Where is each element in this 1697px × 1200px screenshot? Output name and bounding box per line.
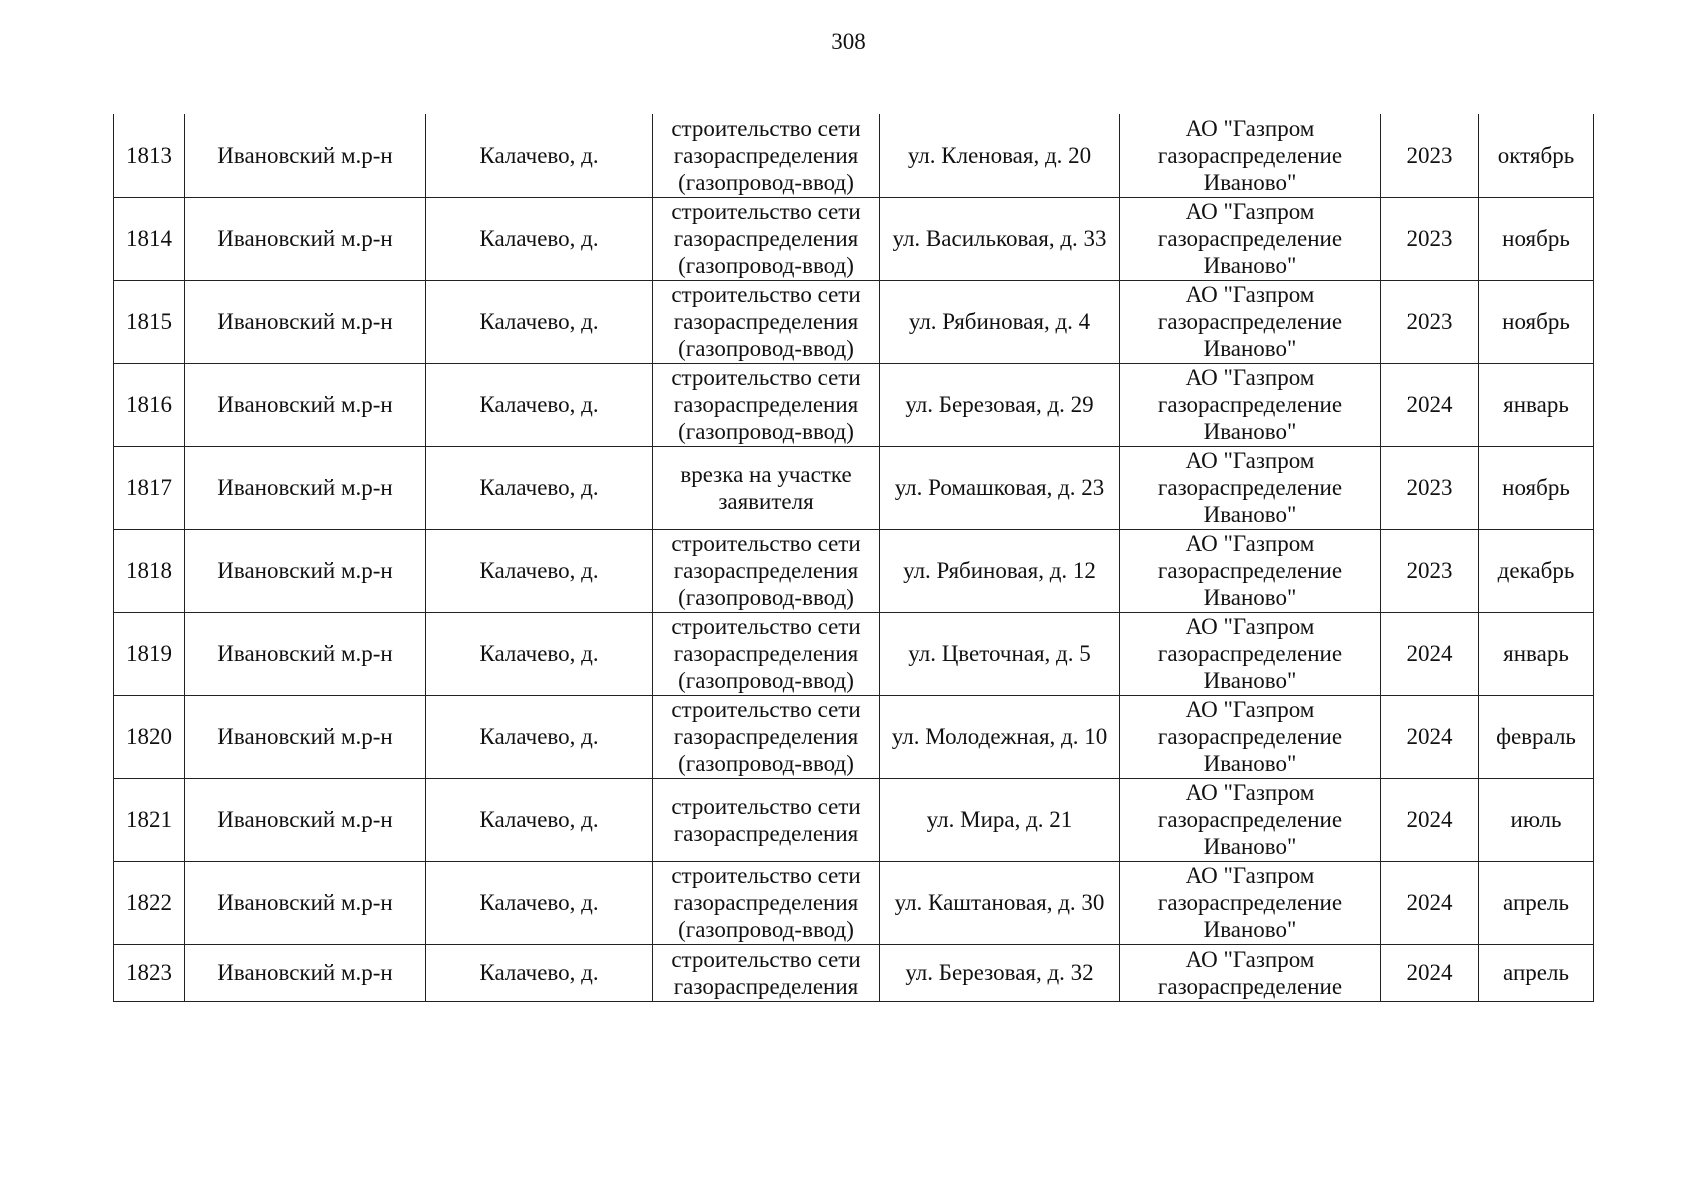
organization-cell-line: газораспределение xyxy=(1157,558,1343,583)
organization-cell xyxy=(1120,197,1381,280)
month-cell: июль xyxy=(1479,778,1594,861)
organization-cell-line: АО "Газпром xyxy=(1185,780,1315,805)
row-number-cell: 1813 xyxy=(114,114,185,197)
district-cell: Ивановский м.р-н xyxy=(185,695,426,778)
year-cell: 2023 xyxy=(1381,280,1479,363)
organization-cell-line: АО "Газпром xyxy=(1185,614,1315,639)
work-type-cell-line: газораспределения xyxy=(673,392,859,417)
organization-cell xyxy=(1120,861,1381,944)
district-cell: Ивановский м.р-н xyxy=(185,114,426,197)
address-cell: ул. Каштановая, д. 30 xyxy=(880,861,1120,944)
table-row xyxy=(114,778,1594,861)
organization-cell xyxy=(1120,778,1381,861)
locality-cell: Калачево, д. xyxy=(426,280,653,363)
row-number-cell: 1822 xyxy=(114,861,185,944)
row-number-cell: 1814 xyxy=(114,197,185,280)
work-type-cell-line: строительство сети xyxy=(671,365,861,390)
work-type-cell xyxy=(653,446,880,529)
gasification-schedule-table xyxy=(113,114,1594,1002)
year-cell: 2024 xyxy=(1381,695,1479,778)
organization-cell-line: газораспределение xyxy=(1157,392,1343,417)
organization-cell-line: газораспределение xyxy=(1157,226,1343,251)
address-cell: ул. Рябиновая, д. 12 xyxy=(880,529,1120,612)
table-row xyxy=(114,944,1594,1001)
district-cell: Ивановский м.р-н xyxy=(185,861,426,944)
organization-cell xyxy=(1120,529,1381,612)
district-cell: Ивановский м.р-н xyxy=(185,280,426,363)
organization-cell-line: АО "Газпром xyxy=(1185,448,1315,473)
district-cell: Ивановский м.р-н xyxy=(185,197,426,280)
month-cell: ноябрь xyxy=(1479,446,1594,529)
table-row xyxy=(114,280,1594,363)
work-type-cell-line: газораспределения xyxy=(673,641,859,666)
organization-cell-line: газораспределение xyxy=(1157,142,1343,168)
year-cell: 2023 xyxy=(1381,114,1479,197)
district-cell: Ивановский м.р-н xyxy=(185,778,426,861)
organization-cell-line: АО "Газпром xyxy=(1185,365,1315,390)
locality-cell: Калачево, д. xyxy=(426,944,653,1001)
table-body xyxy=(114,114,1594,1001)
row-number-cell: 1818 xyxy=(114,529,185,612)
work-type-cell-line: строительство сети xyxy=(671,531,861,556)
work-type-cell xyxy=(653,363,880,446)
organization-cell-line: Иваново" xyxy=(1203,917,1297,942)
work-type-cell-line: газораспределения xyxy=(673,820,859,846)
organization-cell-line: Иваново" xyxy=(1203,169,1297,195)
organization-cell xyxy=(1120,114,1381,197)
work-type-cell xyxy=(653,944,880,1001)
district-cell: Ивановский м.р-н xyxy=(185,529,426,612)
year-cell: 2024 xyxy=(1381,778,1479,861)
work-type-cell-line: врезка на участке xyxy=(680,461,852,487)
row-number-cell: 1819 xyxy=(114,612,185,695)
year-cell: 2023 xyxy=(1381,197,1479,280)
organization-cell-line: АО "Газпром xyxy=(1185,282,1315,307)
month-cell: февраль xyxy=(1479,695,1594,778)
year-cell: 2024 xyxy=(1381,944,1479,1001)
locality-cell: Калачево, д. xyxy=(426,529,653,612)
locality-cell: Калачево, д. xyxy=(426,861,653,944)
organization-cell-line: газораспределение xyxy=(1157,890,1343,915)
locality-cell: Калачево, д. xyxy=(426,612,653,695)
work-type-cell-line: (газопровод-ввод) xyxy=(678,419,854,444)
work-type-cell-line: (газопровод-ввод) xyxy=(678,751,854,776)
organization-cell xyxy=(1120,363,1381,446)
work-type-cell xyxy=(653,695,880,778)
organization-cell-line: Иваново" xyxy=(1203,502,1297,527)
work-type-cell-line: (газопровод-ввод) xyxy=(678,917,854,942)
work-type-cell-line: (газопровод-ввод) xyxy=(678,169,854,195)
row-number-cell: 1821 xyxy=(114,778,185,861)
organization-cell-line: газораспределение xyxy=(1157,475,1343,500)
organization-cell-line: газораспределение xyxy=(1157,309,1343,334)
organization-cell-line: Иваново" xyxy=(1203,253,1297,278)
organization-cell-line: Иваново" xyxy=(1203,585,1297,610)
row-number-cell: 1823 xyxy=(114,944,185,1001)
work-type-cell-line: газораспределения xyxy=(673,558,859,583)
district-cell: Ивановский м.р-н xyxy=(185,612,426,695)
work-type-cell xyxy=(653,529,880,612)
organization-cell-line: Иваново" xyxy=(1203,751,1297,776)
year-cell: 2024 xyxy=(1381,363,1479,446)
organization-cell-line: АО "Газпром xyxy=(1185,946,1315,972)
locality-cell: Калачево, д. xyxy=(426,114,653,197)
work-type-cell xyxy=(653,280,880,363)
address-cell: ул. Березовая, д. 29 xyxy=(880,363,1120,446)
row-number-cell: 1816 xyxy=(114,363,185,446)
organization-cell-line: Иваново" xyxy=(1203,668,1297,693)
row-number-cell: 1817 xyxy=(114,446,185,529)
table-row xyxy=(114,612,1594,695)
month-cell: январь xyxy=(1479,363,1594,446)
row-number-cell: 1815 xyxy=(114,280,185,363)
address-cell: ул. Мира, д. 21 xyxy=(880,778,1120,861)
year-cell: 2024 xyxy=(1381,612,1479,695)
organization-cell-line: газораспределение xyxy=(1157,807,1343,832)
work-type-cell-line: строительство сети xyxy=(671,199,861,224)
locality-cell: Калачево, д. xyxy=(426,695,653,778)
organization-cell-line: Иваново" xyxy=(1203,336,1297,361)
table-row xyxy=(114,446,1594,529)
work-type-cell-line: строительство сети xyxy=(671,863,861,888)
organization-cell xyxy=(1120,695,1381,778)
address-cell: ул. Цветочная, д. 5 xyxy=(880,612,1120,695)
work-type-cell-line: строительство сети xyxy=(671,793,861,819)
address-cell: ул. Рябиновая, д. 4 xyxy=(880,280,1120,363)
table-row xyxy=(114,861,1594,944)
month-cell: ноябрь xyxy=(1479,197,1594,280)
work-type-cell xyxy=(653,197,880,280)
work-type-cell-line: газораспределения xyxy=(673,142,859,168)
work-type-cell xyxy=(653,778,880,861)
work-type-cell-line: газораспределения xyxy=(673,724,859,749)
organization-cell xyxy=(1120,280,1381,363)
organization-cell-line: АО "Газпром xyxy=(1185,863,1315,888)
month-cell: апрель xyxy=(1479,861,1594,944)
work-type-cell-line: строительство сети xyxy=(671,282,861,307)
organization-cell-line: Иваново" xyxy=(1203,834,1297,859)
address-cell: ул. Ромашковая, д. 23 xyxy=(880,446,1120,529)
work-type-cell xyxy=(653,612,880,695)
work-type-cell-line: строительство сети xyxy=(671,115,861,141)
organization-cell xyxy=(1120,446,1381,529)
year-cell: 2023 xyxy=(1381,529,1479,612)
month-cell: декабрь xyxy=(1479,529,1594,612)
locality-cell: Калачево, д. xyxy=(426,778,653,861)
organization-cell-line: газораспределение xyxy=(1157,641,1343,666)
work-type-cell-line: строительство сети xyxy=(671,614,861,639)
organization-cell-line: Иваново" xyxy=(1203,419,1297,444)
locality-cell: Калачево, д. xyxy=(426,446,653,529)
organization-cell-line: АО "Газпром xyxy=(1185,697,1315,722)
organization-cell xyxy=(1120,612,1381,695)
work-type-cell-line: газораспределения xyxy=(673,309,859,334)
month-cell: январь xyxy=(1479,612,1594,695)
organization-cell-line: газораспределение xyxy=(1157,973,1343,999)
work-type-cell-line: (газопровод-ввод) xyxy=(678,253,854,278)
work-type-cell-line: (газопровод-ввод) xyxy=(678,336,854,361)
address-cell: ул. Молодежная, д. 10 xyxy=(880,695,1120,778)
address-cell: ул. Васильковая, д. 33 xyxy=(880,197,1120,280)
district-cell: Ивановский м.р-н xyxy=(185,363,426,446)
organization-cell xyxy=(1120,944,1381,1001)
organization-cell-line: газораспределение xyxy=(1157,724,1343,749)
work-type-cell xyxy=(653,861,880,944)
work-type-cell-line: заявителя xyxy=(718,488,814,514)
organization-cell-line: АО "Газпром xyxy=(1185,531,1315,556)
month-cell: ноябрь xyxy=(1479,280,1594,363)
organization-cell-line: АО "Газпром xyxy=(1185,199,1315,224)
work-type-cell-line: (газопровод-ввод) xyxy=(678,585,854,610)
month-cell: октябрь xyxy=(1479,114,1594,197)
page-number: 308 xyxy=(831,29,866,54)
organization-cell-line: АО "Газпром xyxy=(1185,115,1315,141)
work-type-cell-line: газораспределения xyxy=(673,973,859,999)
district-cell: Ивановский м.р-н xyxy=(185,944,426,1001)
work-type-cell-line: строительство сети xyxy=(671,946,861,972)
work-type-cell-line: газораспределения xyxy=(673,226,859,251)
table-row xyxy=(114,695,1594,778)
month-cell: апрель xyxy=(1479,944,1594,1001)
table-row xyxy=(114,197,1594,280)
locality-cell: Калачево, д. xyxy=(426,363,653,446)
table-row xyxy=(114,529,1594,612)
address-cell: ул. Кленовая, д. 20 xyxy=(880,114,1120,197)
locality-cell: Калачево, д. xyxy=(426,197,653,280)
table-row xyxy=(114,114,1594,197)
work-type-cell xyxy=(653,114,880,197)
work-type-cell-line: строительство сети xyxy=(671,697,861,722)
row-number-cell: 1820 xyxy=(114,695,185,778)
address-cell: ул. Березовая, д. 32 xyxy=(880,944,1120,1001)
year-cell: 2023 xyxy=(1381,446,1479,529)
work-type-cell-line: газораспределения xyxy=(673,890,859,915)
table-row xyxy=(114,363,1594,446)
work-type-cell-line: (газопровод-ввод) xyxy=(678,668,854,693)
year-cell: 2024 xyxy=(1381,861,1479,944)
district-cell: Ивановский м.р-н xyxy=(185,446,426,529)
